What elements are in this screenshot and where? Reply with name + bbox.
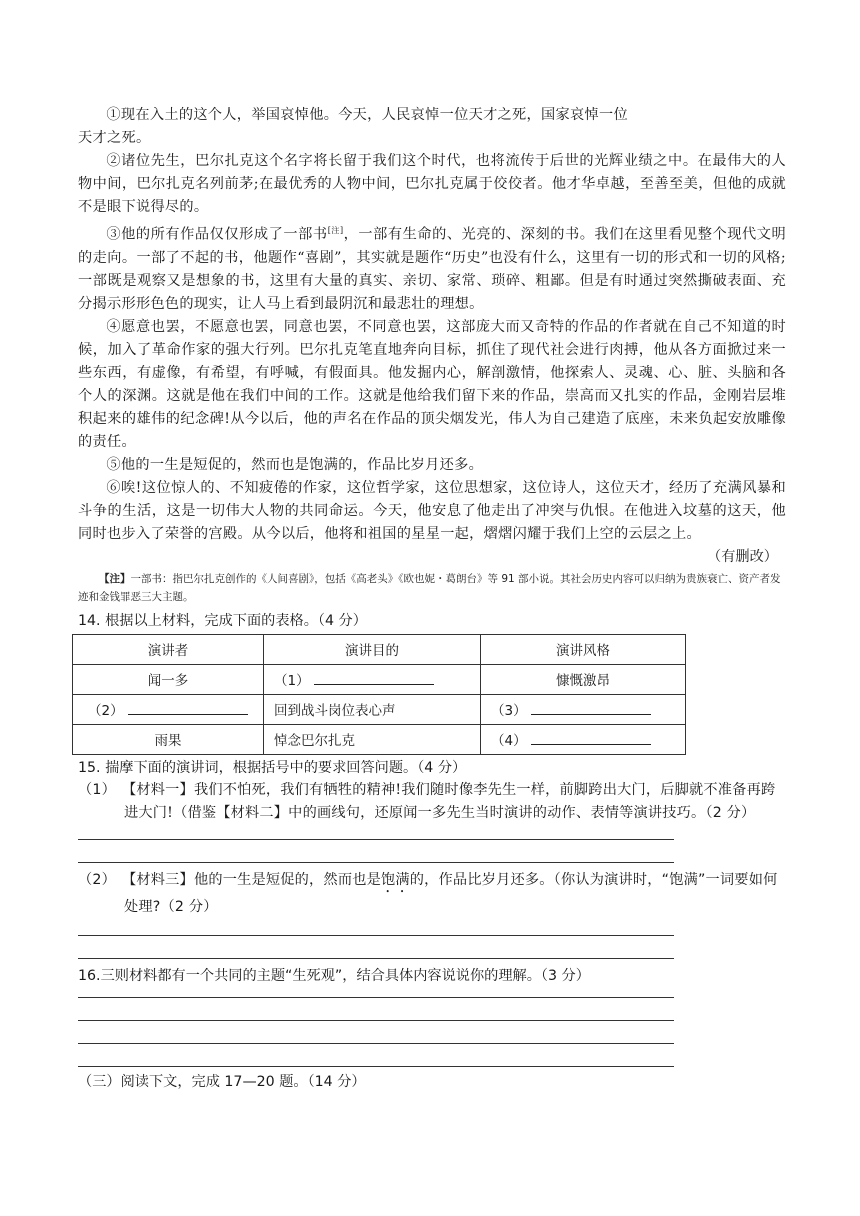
table-cell: 雨果	[73, 724, 264, 754]
sub-number: （2）	[78, 871, 117, 888]
table-cell: 悼念巴尔扎克	[264, 724, 481, 754]
passage-paragraph-4: ④愿意也罢，不愿意也罢，同意也罢，不同意也罢，这部庞大而又奇特的作品的作者就在自己不知道的时候，加入了革命作家的强大行列。巴尔扎克笔直地奔向目标，抓住了现代社会进行肉搏，他从各方面掀过来一些东西，有虚像，有希望，有呼喊，有假面具。他发掘内心，解剖激情，他探索人、灵魂、心、脏、头脑和各个人的深渊。这就是他在我们中间的工作。这就是他给我们留下来的作品，崇高而又扎实的作品，金刚岩层堆积起来的雄伟的纪念碑!从今以后，他的声名在作品的顶尖烟发光，伟人为自己建造了底座，未来负起安放雕像的责任。	[78, 318, 786, 450]
note-label: 【注】	[99, 572, 131, 585]
table-cell: 闻一多	[73, 664, 264, 694]
passage-paragraph-2: ②诸位先生，巴尔扎克这个名字将长留于我们这个时代，也将流传于后世的光辉业绩之中。在最伟大的人物中间，巴尔扎克名列前茅;在最优秀的人物中间，巴尔扎克属于佼佼者。他才华卓越，至善至美，但他的成就不是眼下说得尽的。	[78, 153, 786, 215]
answer-blank-2[interactable]	[128, 700, 248, 715]
answer-blank-4[interactable]	[531, 730, 651, 745]
table-row	[73, 664, 686, 694]
blank-label: （3）	[491, 703, 527, 720]
answer-line[interactable]	[78, 935, 674, 936]
answer-line[interactable]	[78, 1043, 674, 1044]
p3-text-a: ③他的所有作品仅仅形成了一部书	[106, 226, 328, 243]
p3-text-b: ，一部有生命的、光亮的、深刻的书。我们在这里看见整个现代文明的走向。一部了不起的书，他题作“喜剧”，其实就是题作“历史”也没有什么，这里有一切的形式和一切的风格;一部既是观察又是想象的书，这里有大量的真实、亲切、家常、琐碎、粗鄙。但是有时通过突然撕破表面、充分揭示形形色色的现实，让人马上看到最阴沉和最悲壮的理想。	[78, 226, 786, 312]
answer-line[interactable]	[78, 1066, 674, 1067]
sub-number: （1）	[78, 781, 117, 798]
table-header: 演讲目的	[264, 634, 481, 664]
answer-line[interactable]	[78, 997, 674, 998]
table-header-row	[73, 634, 686, 664]
answer-line[interactable]	[78, 958, 674, 959]
question-14-stem: 14. 根据以上材料，完成下面的表格。（4 分）	[78, 612, 367, 629]
question-16-stem: 16.三则材料都有一个共同的主题“生死观”，结合具体内容说说你的理解。（3 分）	[78, 967, 590, 984]
answer-blank-1[interactable]	[314, 670, 434, 685]
answer-blank-3[interactable]	[531, 700, 651, 715]
note-marker: [注]	[327, 226, 344, 235]
passage-paragraph-1-cont: 天才之死。	[78, 130, 151, 146]
passage-paragraph-3	[78, 219, 786, 316]
blank-label: （4）	[491, 733, 527, 750]
blank-label: （2）	[88, 703, 124, 720]
footnote	[78, 570, 786, 606]
answer-table	[72, 634, 686, 755]
quote-text-a: 【材料三】他的一生是短促的，然而也是	[122, 871, 381, 888]
answer-line[interactable]	[78, 1020, 674, 1021]
table-cell-blank[interactable]	[264, 664, 481, 694]
table-cell-blank[interactable]	[481, 724, 686, 754]
emphasized-word: 饱满	[380, 871, 410, 888]
material-3-quote	[122, 872, 554, 888]
table-cell-blank[interactable]	[481, 694, 686, 724]
answer-line[interactable]	[78, 862, 674, 863]
table-cell: 回到战斗岗位表心声	[264, 694, 481, 724]
question-15-1	[78, 779, 786, 825]
table-row	[73, 694, 686, 724]
quote-text-b: 的，作品比岁月还多。	[409, 871, 554, 888]
passage-paragraph-1: ①现在入土的这个人，举国哀悼他。今天，人民哀悼一位天才之死，国家哀悼一位	[106, 107, 628, 123]
exam-page	[78, 104, 786, 1093]
attribution: （有删改）	[707, 548, 778, 565]
passage-paragraph-6: ⑥唉!这位惊人的、不知疲倦的作家，这位哲学家，这位思想家，这位诗人，这位天才，经历了充满风暴和斗争的生活，这是一切伟大人物的共同命运。今天，他安息了他走出了冲突与仇恨。在他进入坟墓的这天，他同时也步入了荣誉的宫殿。从今以后，他将和祖国的星星一起，熠熠闪耀于我们上空的云层之上。	[78, 479, 786, 542]
material-1-quote: 【材料一】我们不怕死，我们有牺牲的精神!我们随时像李先生一样，前脚跨出大门，后脚就不准备再跨进大门!	[122, 781, 776, 821]
passage-paragraph-5: ⑤他的一生是短促的，然而也是饱满的，作品比岁月还多。	[106, 456, 484, 473]
table-cell: 慷慨激昂	[481, 664, 686, 694]
section-3-title: （三）阅读下文，完成 17—20 题。（14 分）	[78, 1073, 366, 1090]
sub-requirement: （你认为演讲时，“饱满”一词要如何处理?（2 分）	[124, 871, 778, 915]
question-15-2	[78, 869, 786, 919]
question-15-stem: 15. 揣摩下面的演讲词，根据括号中的要求回答问题。（4 分）	[78, 759, 467, 776]
note-text: 一部书：指巴尔扎克创作的《人间喜剧》，包括《高老头》《欧也妮・葛朗台》等 91 部小说。其社会历史内容可以归纳为贵族衰亡、资产者发迹和金钱罪恶三大主题。	[78, 572, 781, 603]
table-cell-blank[interactable]	[73, 694, 264, 724]
sub-requirement: （借鉴【材料二】中的画线句，还原闻一多先生当时演讲的动作、表情等演讲技巧。（2 分）	[173, 804, 756, 821]
answer-line[interactable]	[78, 839, 674, 840]
table-header: 演讲者	[73, 634, 264, 664]
table-header: 演讲风格	[481, 634, 686, 664]
table-row	[73, 724, 686, 754]
blank-label: （1）	[274, 673, 310, 690]
